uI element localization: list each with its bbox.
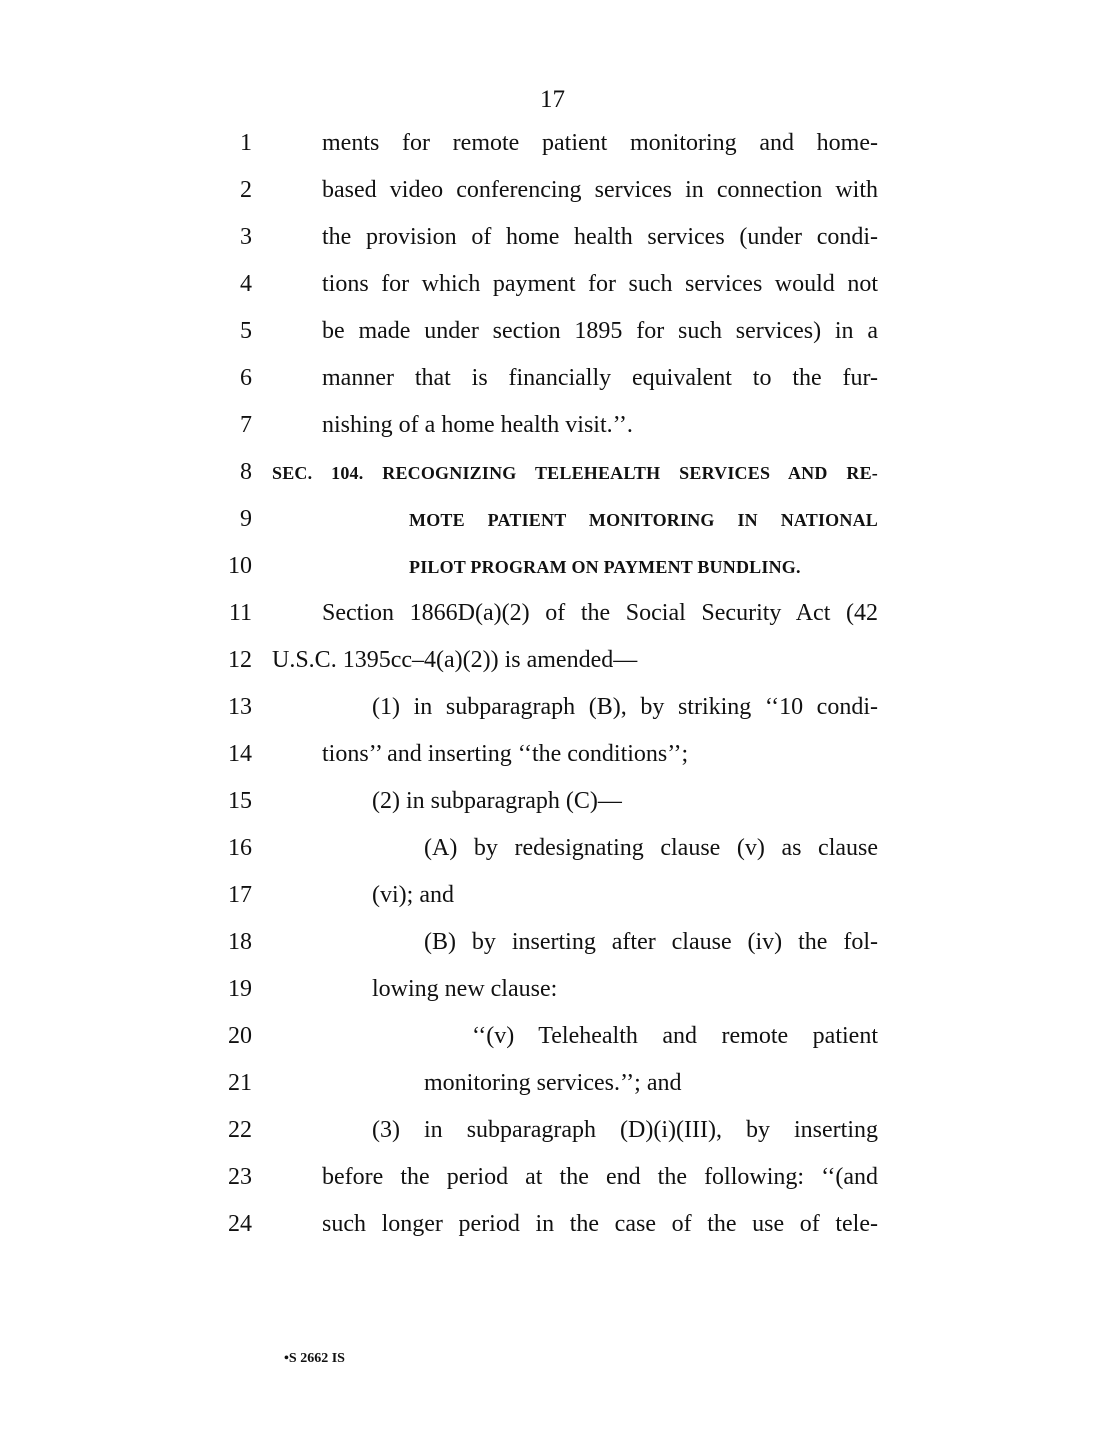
line-number: 18 bbox=[228, 929, 252, 955]
text-line bbox=[0, 1157, 1105, 1204]
line-text: tions for which payment for such services would not bbox=[322, 271, 878, 297]
line-number: 14 bbox=[228, 741, 252, 767]
text-line bbox=[0, 922, 1105, 969]
text-line bbox=[0, 687, 1105, 734]
line-number: 4 bbox=[240, 271, 252, 297]
line-text: lowing new clause: bbox=[372, 976, 558, 1002]
line-text: before the period at the end the following: ‘‘(and bbox=[322, 1164, 878, 1190]
line-number: 5 bbox=[240, 318, 252, 344]
line-number: 19 bbox=[228, 976, 252, 1002]
line-text: such longer period in the case of the use of tele- bbox=[322, 1211, 878, 1237]
line-text: (3) in subparagraph (D)(i)(III), by inserting bbox=[372, 1117, 878, 1143]
text-line bbox=[0, 217, 1105, 264]
text-line bbox=[0, 311, 1105, 358]
line-text: Section 1866D(a)(2) of the Social Security Act (42 bbox=[322, 600, 878, 626]
text-line bbox=[0, 1204, 1105, 1251]
line-number: 21 bbox=[228, 1070, 252, 1096]
line-text: (A) by redesignating clause (v) as clause bbox=[424, 835, 878, 861]
text-line bbox=[0, 1110, 1105, 1157]
line-number: 22 bbox=[228, 1117, 252, 1143]
line-number: 12 bbox=[228, 647, 252, 673]
text-line bbox=[0, 593, 1105, 640]
section-heading-text: PILOT PROGRAM ON PAYMENT BUNDLING. bbox=[409, 557, 801, 577]
line-number: 24 bbox=[228, 1211, 252, 1237]
line-text: tions’’ and inserting ‘‘the conditions’’; bbox=[322, 741, 689, 767]
line-number: 13 bbox=[228, 694, 252, 720]
text-line bbox=[0, 358, 1105, 405]
text-line bbox=[0, 1016, 1105, 1063]
line-number: 9 bbox=[240, 506, 252, 532]
line-text: the provision of home health services (under condi- bbox=[322, 224, 878, 250]
page-number: 17 bbox=[540, 86, 565, 113]
line-number: 11 bbox=[228, 600, 252, 626]
section-heading-line bbox=[0, 546, 1105, 593]
line-number: 8 bbox=[240, 459, 252, 485]
line-text: based video conferencing services in connection with bbox=[322, 177, 878, 203]
line-number: 16 bbox=[228, 835, 252, 861]
line-number: 3 bbox=[240, 224, 252, 250]
line-number: 2 bbox=[240, 177, 252, 203]
line-text: (1) in subparagraph (B), by striking ‘‘10 condi- bbox=[372, 694, 878, 720]
line-number: 10 bbox=[228, 553, 252, 579]
text-line bbox=[0, 123, 1105, 170]
text-line bbox=[0, 828, 1105, 875]
text-line bbox=[0, 264, 1105, 311]
text-line bbox=[0, 781, 1105, 828]
line-number: 17 bbox=[228, 882, 252, 908]
line-text: (B) by inserting after clause (iv) the fol- bbox=[424, 929, 878, 955]
bill-footer: •S 2662 IS bbox=[284, 1351, 345, 1366]
line-text: U.S.C. 1395cc–4(a)(2)) is amended— bbox=[272, 647, 638, 673]
line-text: (vi); and bbox=[372, 882, 454, 908]
line-number: 15 bbox=[228, 788, 252, 814]
line-text: manner that is financially equivalent to the fur- bbox=[322, 365, 878, 391]
text-line bbox=[0, 734, 1105, 781]
text-line bbox=[0, 405, 1105, 452]
line-number: 20 bbox=[228, 1023, 252, 1049]
section-heading-line bbox=[0, 499, 1105, 546]
line-text: ments for remote patient monitoring and home- bbox=[322, 130, 878, 156]
text-line bbox=[0, 969, 1105, 1016]
text-line bbox=[0, 170, 1105, 217]
line-text: (2) in subparagraph (C)— bbox=[372, 788, 622, 814]
section-heading-line bbox=[0, 452, 1105, 499]
text-line bbox=[0, 875, 1105, 922]
section-heading-text: MOTE PATIENT MONITORING IN NATIONAL bbox=[409, 510, 878, 530]
text-line bbox=[0, 640, 1105, 687]
line-number: 1 bbox=[240, 130, 252, 156]
line-text: nishing of a home health visit.’’. bbox=[322, 412, 633, 438]
section-heading-text: SEC. 104. RECOGNIZING TELEHEALTH SERVICES AND RE- bbox=[272, 463, 878, 483]
line-number: 7 bbox=[240, 412, 252, 438]
text-line bbox=[0, 1063, 1105, 1110]
line-number: 23 bbox=[228, 1164, 252, 1190]
line-text: monitoring services.’’; and bbox=[424, 1070, 682, 1096]
line-text: ‘‘(v) Telehealth and remote patient bbox=[472, 1023, 878, 1049]
line-number: 6 bbox=[240, 365, 252, 391]
line-text: be made under section 1895 for such services) in a bbox=[322, 318, 878, 344]
